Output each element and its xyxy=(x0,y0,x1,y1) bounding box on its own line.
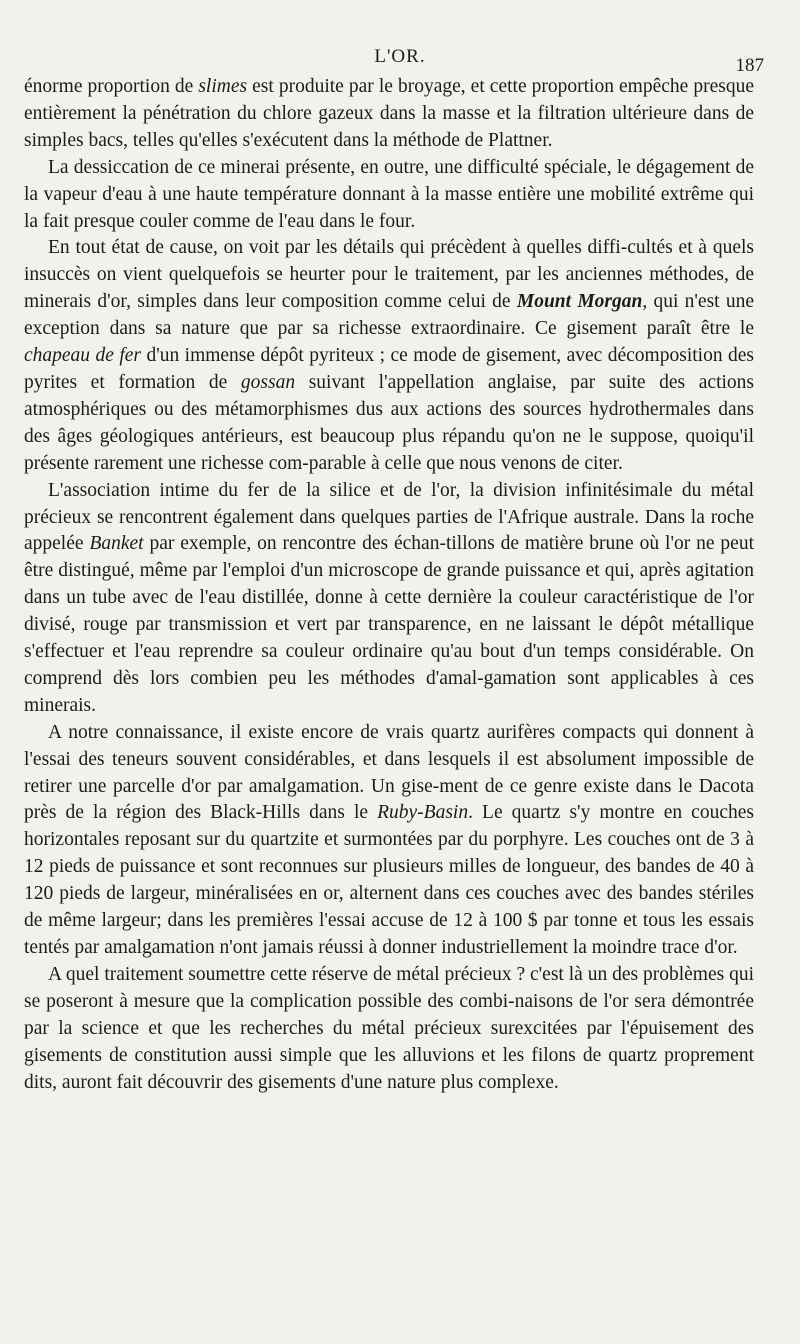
text-run: L'association intime du fer de la silice et de l'or, la division infinitésimale du métal précieux se rencontrent également dans quelques parties de l'Afrique australe. Dans la roche appelée xyxy=(24,479,754,555)
text-run: par exemple, on rencontre des échan-tillons de matière brune où l'or ne peut être distingué, même par l'emploi d'un microscope de grande puissance et qui, après agitation dans un tube avec de l'eau distillée, donne à cette dernière la couleur caractéristique de l'or divisé, rouge par transmission et vert par transparence, en ne laissant le dépôt métallique s'effectuer et l'eau reprendre sa couleur ordinaire qu'au bout d'un temps considérable. On comprend dès lors combien peu les méthodes d'amal-gamation sont applicables à ces minerais. xyxy=(24,533,754,716)
text-run: est produite par le broyage, et cette proportion empêche presque entièrement la pénétration du chlore gazeux dans la masse et la filtration ultérieure dans de simples bacs, telles qu'elles s'exécutent dans la méthode de Plattner. xyxy=(24,76,754,151)
running-title: L'OR. xyxy=(374,46,426,67)
italic-term: chapeau de fer xyxy=(24,345,142,367)
paragraph xyxy=(24,478,754,720)
paragraph xyxy=(24,74,754,155)
italic-term: Ruby-Basin xyxy=(377,802,469,824)
body-text xyxy=(24,74,754,1096)
italic-term: Banket xyxy=(89,533,144,555)
text-run: énorme proportion de xyxy=(24,76,199,97)
paragraph xyxy=(24,155,754,236)
italic-term: slimes xyxy=(198,76,248,97)
text-run: suivant l'appellation anglaise, par suite des actions atmosphériques ou des métamorphismes dus aux actions des sources hydrothermales dans des âges géologiques antérieurs, est beaucoup plus répandu qu'on ne le suppose, quoiqu'il présente rarement une richesse com-parable à celle que nous venons de citer. xyxy=(24,371,754,474)
paragraph xyxy=(24,962,754,1097)
text-run: La dessiccation de ce minerai présente, en outre, une difficulté spéciale, le dégagement de la vapeur d'eau à une haute température donnant à la masse entière une mobilité extrême qui la fait presque couler comme de l'eau dans le four. xyxy=(24,156,754,232)
bold-italic-term: Mount Morgan xyxy=(516,291,643,313)
text-run: En tout état de cause, on voit par les détails qui précèdent à quelles diffi-cultés et à quels insuccès on vient quelquefois se heurter pour le traitement, par les anciennes méthodes, de minerais d'or, simples dans leur composition comme celui de xyxy=(24,237,754,313)
text-run: d'un immense dépôt pyriteux ; ce mode de gisement, avec décomposition des pyrites et formation de xyxy=(24,345,754,393)
text-run: , qui n'est une exception dans sa nature que par sa richesse extraordinaire. Ce gisement paraît être le xyxy=(24,291,754,340)
paragraph xyxy=(24,235,754,477)
page-number: 187 xyxy=(735,55,764,76)
text-run: A quel traitement soumettre cette réserve de métal précieux ? c'est là un des problèmes qui se poseront à mesure que la complication possible des combi-naisons de l'or sera démontrée par la science et que les recherches du métal précieux surexcitées par l'épuisement des gisements de constitution aussi simple que les alluvions et les filons de quartz proprement dits, auront fait découvrir des gisements d'une nature plus complexe. xyxy=(24,963,754,1093)
italic-term: gossan xyxy=(240,371,296,393)
text-run: . Le quartz s'y montre en couches horizontales reposant sur du quartzite et surmontées par du porphyre. Les couches ont de 3 à 12 pieds de puissance et sont reconnues sur plusieurs milles de longueur, des bandes de 40 à 120 pieds de largeur, minéralisées en or, alternent dans ces couches avec des bandes stériles de même largeur; dans les premières l'essai accuse de 12 à 100 $ par tonne et tous les essais tentés par amalgamation n'ont jamais réussi à donner industriellement la moindre trace d'or. xyxy=(24,802,754,958)
text-run: A notre connaissance, il existe encore de vrais quartz aurifères compacts qui donnent à l'essai des teneurs souvent considérables, et dans lesquels il est absolument impossible de retirer une parcelle d'or par amalgamation. Un gise-ment de ce genre existe dans le Dacota près de la région des Black-Hills dans le xyxy=(24,721,754,824)
paragraph xyxy=(24,720,754,962)
